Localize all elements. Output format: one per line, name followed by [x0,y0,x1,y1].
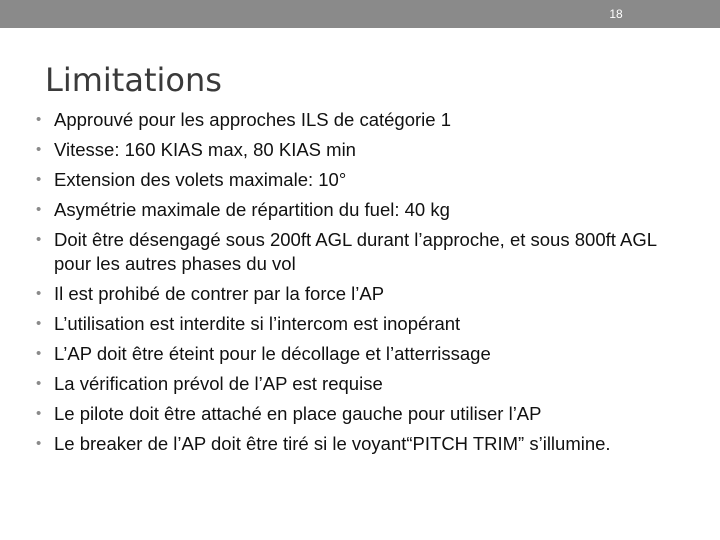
bullet-text: Doit être désengagé sous 200ft AGL durant l’approche, et sous 800ft AGL pour les autres phases du vol [54,229,657,274]
page-number: 18 [609,7,623,21]
bullet-dot: • [36,435,42,452]
bullet-text: La vérification prévol de l’AP est requise [54,373,383,394]
slide-title: Limitations [45,61,222,99]
bullet-dot: • [36,231,42,248]
bullet-text: Le pilote doit être attaché en place gauche pour utiliser l’AP [54,403,542,424]
bullet-text: Approuvé pour les approches ILS de catégorie 1 [54,109,451,130]
list-item [0,135,720,165]
bullet-text: Vitesse: 160 KIAS max, 80 KIAS min [54,139,356,160]
bullet-dot: • [36,375,42,392]
bullet-dot: • [36,315,42,332]
list-item [0,369,720,399]
bullet-dot: • [36,111,42,128]
list-item [0,195,720,225]
list-item [0,399,720,429]
bullet-list [0,105,720,459]
bullet-dot: • [36,345,42,362]
bullet-text: L’AP doit être éteint pour le décollage et l’atterrissage [54,343,491,364]
bullet-dot: • [36,201,42,218]
list-item [0,165,720,195]
list-item [0,225,720,279]
list-item [0,429,720,459]
bullet-dot: • [36,141,42,158]
bullet-dot: • [36,171,42,188]
list-item [0,339,720,369]
bullet-text: L’utilisation est interdite si l’intercom est inopérant [54,313,461,334]
bullet-text: Asymétrie maximale de répartition du fuel: 40 kg [54,199,450,220]
list-item [0,279,720,309]
bullet-text: Extension des volets maximale: 10° [54,169,347,190]
bullet-text: Le breaker de l’AP doit être tiré si le voyant“PITCH TRIM” s’illumine. [54,433,611,454]
list-item [0,309,720,339]
bullet-dot: • [36,405,42,422]
bullet-text: Il est prohibé de contrer par la force l’AP [54,283,385,304]
top-bar [0,0,720,28]
list-item [0,105,720,135]
bullet-dot: • [36,285,42,302]
